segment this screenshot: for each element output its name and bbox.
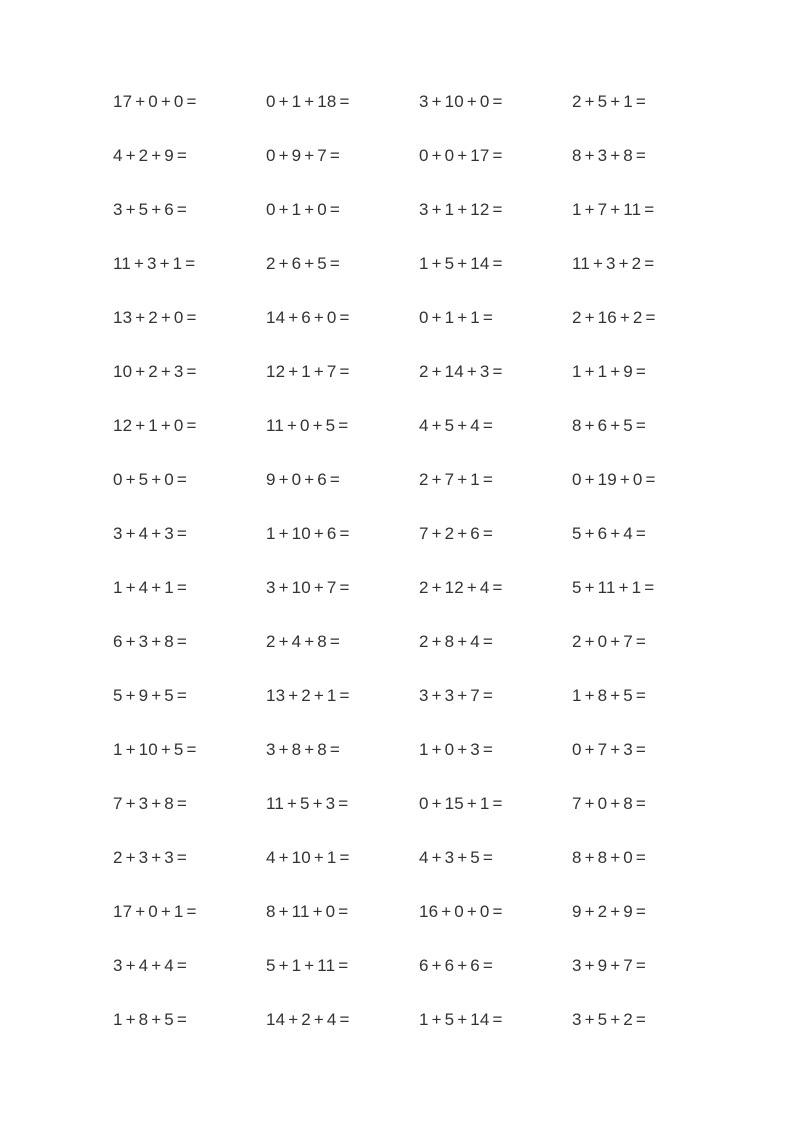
problem: 1 + 1 + 9 = bbox=[572, 362, 646, 381]
problem: 3 + 4 + 4 = bbox=[113, 956, 187, 975]
problem: 1 + 10 + 5 = bbox=[113, 740, 197, 759]
problem: 4 + 2 + 9 = bbox=[113, 146, 187, 165]
problem: 1 + 0 + 3 = bbox=[419, 740, 493, 759]
problem: 11 + 3 + 1 = bbox=[113, 254, 196, 273]
problem: 8 + 3 + 8 = bbox=[572, 146, 646, 165]
problem: 3 + 10 + 0 = bbox=[419, 92, 503, 111]
problem: 3 + 5 + 6 = bbox=[113, 200, 187, 219]
problem: 1 + 4 + 1 = bbox=[113, 578, 187, 597]
problem: 7 + 2 + 6 = bbox=[419, 524, 493, 543]
problem: 3 + 5 + 2 = bbox=[572, 1010, 646, 1029]
problem: 12 + 1 + 7 = bbox=[266, 362, 350, 381]
problem: 0 + 7 + 3 = bbox=[572, 740, 646, 759]
problem: 1 + 7 + 11 = bbox=[572, 200, 655, 219]
problem: 3 + 8 + 8 = bbox=[266, 740, 340, 759]
problem: 1 + 10 + 6 = bbox=[266, 524, 350, 543]
problem: 10 + 2 + 3 = bbox=[113, 362, 197, 381]
problem: 0 + 1 + 0 = bbox=[266, 200, 340, 219]
problem: 0 + 0 + 17 = bbox=[419, 146, 503, 165]
problem: 2 + 3 + 3 = bbox=[113, 848, 187, 867]
problem: 17 + 0 + 1 = bbox=[113, 902, 197, 921]
problem: 9 + 2 + 9 = bbox=[572, 902, 646, 921]
worksheet-grid bbox=[113, 93, 726, 1065]
problem: 11 + 0 + 5 = bbox=[266, 416, 349, 435]
problem: 5 + 6 + 4 = bbox=[572, 524, 646, 543]
problem: 1 + 5 + 14 = bbox=[419, 1010, 503, 1029]
problem: 4 + 5 + 4 = bbox=[419, 416, 493, 435]
problem: 8 + 6 + 5 = bbox=[572, 416, 646, 435]
problem: 0 + 19 + 0 = bbox=[572, 470, 656, 489]
problem: 2 + 14 + 3 = bbox=[419, 362, 503, 381]
problem: 8 + 11 + 0 = bbox=[266, 902, 349, 921]
problem: 4 + 10 + 1 = bbox=[266, 848, 350, 867]
problem: 8 + 8 + 0 = bbox=[572, 848, 646, 867]
problem: 13 + 2 + 0 = bbox=[113, 308, 197, 327]
problem: 6 + 6 + 6 = bbox=[419, 956, 493, 975]
problem: 0 + 1 + 1 = bbox=[419, 308, 493, 327]
problem: 5 + 9 + 5 = bbox=[113, 686, 187, 705]
problem: 3 + 4 + 3 = bbox=[113, 524, 187, 543]
problem: 2 + 8 + 4 = bbox=[419, 632, 493, 651]
problem: 16 + 0 + 0 = bbox=[419, 902, 503, 921]
problem: 0 + 15 + 1 = bbox=[419, 794, 503, 813]
problem: 6 + 3 + 8 = bbox=[113, 632, 187, 651]
problem: 14 + 2 + 4 = bbox=[266, 1010, 350, 1029]
problem: 9 + 0 + 6 = bbox=[266, 470, 340, 489]
problem: 2 + 4 + 8 = bbox=[266, 632, 340, 651]
problem: 12 + 1 + 0 = bbox=[113, 416, 197, 435]
problem: 13 + 2 + 1 = bbox=[266, 686, 350, 705]
problem: 1 + 8 + 5 = bbox=[572, 686, 646, 705]
problem: 5 + 11 + 1 = bbox=[572, 578, 655, 597]
problem: 2 + 5 + 1 = bbox=[572, 92, 646, 111]
problem: 11 + 3 + 2 = bbox=[572, 254, 655, 273]
problem: 5 + 1 + 11 = bbox=[266, 956, 349, 975]
problem: 4 + 3 + 5 = bbox=[419, 848, 493, 867]
problem: 17 + 0 + 0 = bbox=[113, 92, 197, 111]
problem: 14 + 6 + 0 = bbox=[266, 308, 350, 327]
problem: 0 + 5 + 0 = bbox=[113, 470, 187, 489]
problem: 2 + 6 + 5 = bbox=[266, 254, 340, 273]
problem: 2 + 7 + 1 = bbox=[419, 470, 493, 489]
problem: 7 + 0 + 8 = bbox=[572, 794, 646, 813]
problem: 1 + 8 + 5 = bbox=[113, 1010, 187, 1029]
problem: 2 + 0 + 7 = bbox=[572, 632, 646, 651]
problem: 11 + 5 + 3 = bbox=[266, 794, 349, 813]
problem: 3 + 1 + 12 = bbox=[419, 200, 503, 219]
problem: 3 + 3 + 7 = bbox=[419, 686, 493, 705]
problem: 3 + 10 + 7 = bbox=[266, 578, 350, 597]
problem: 2 + 16 + 2 = bbox=[572, 308, 656, 327]
problem: 1 + 5 + 14 = bbox=[419, 254, 503, 273]
problem: 0 + 9 + 7 = bbox=[266, 146, 340, 165]
problem: 7 + 3 + 8 = bbox=[113, 794, 187, 813]
problem: 3 + 9 + 7 = bbox=[572, 956, 646, 975]
problem: 0 + 1 + 18 = bbox=[266, 92, 350, 111]
problem: 2 + 12 + 4 = bbox=[419, 578, 503, 597]
